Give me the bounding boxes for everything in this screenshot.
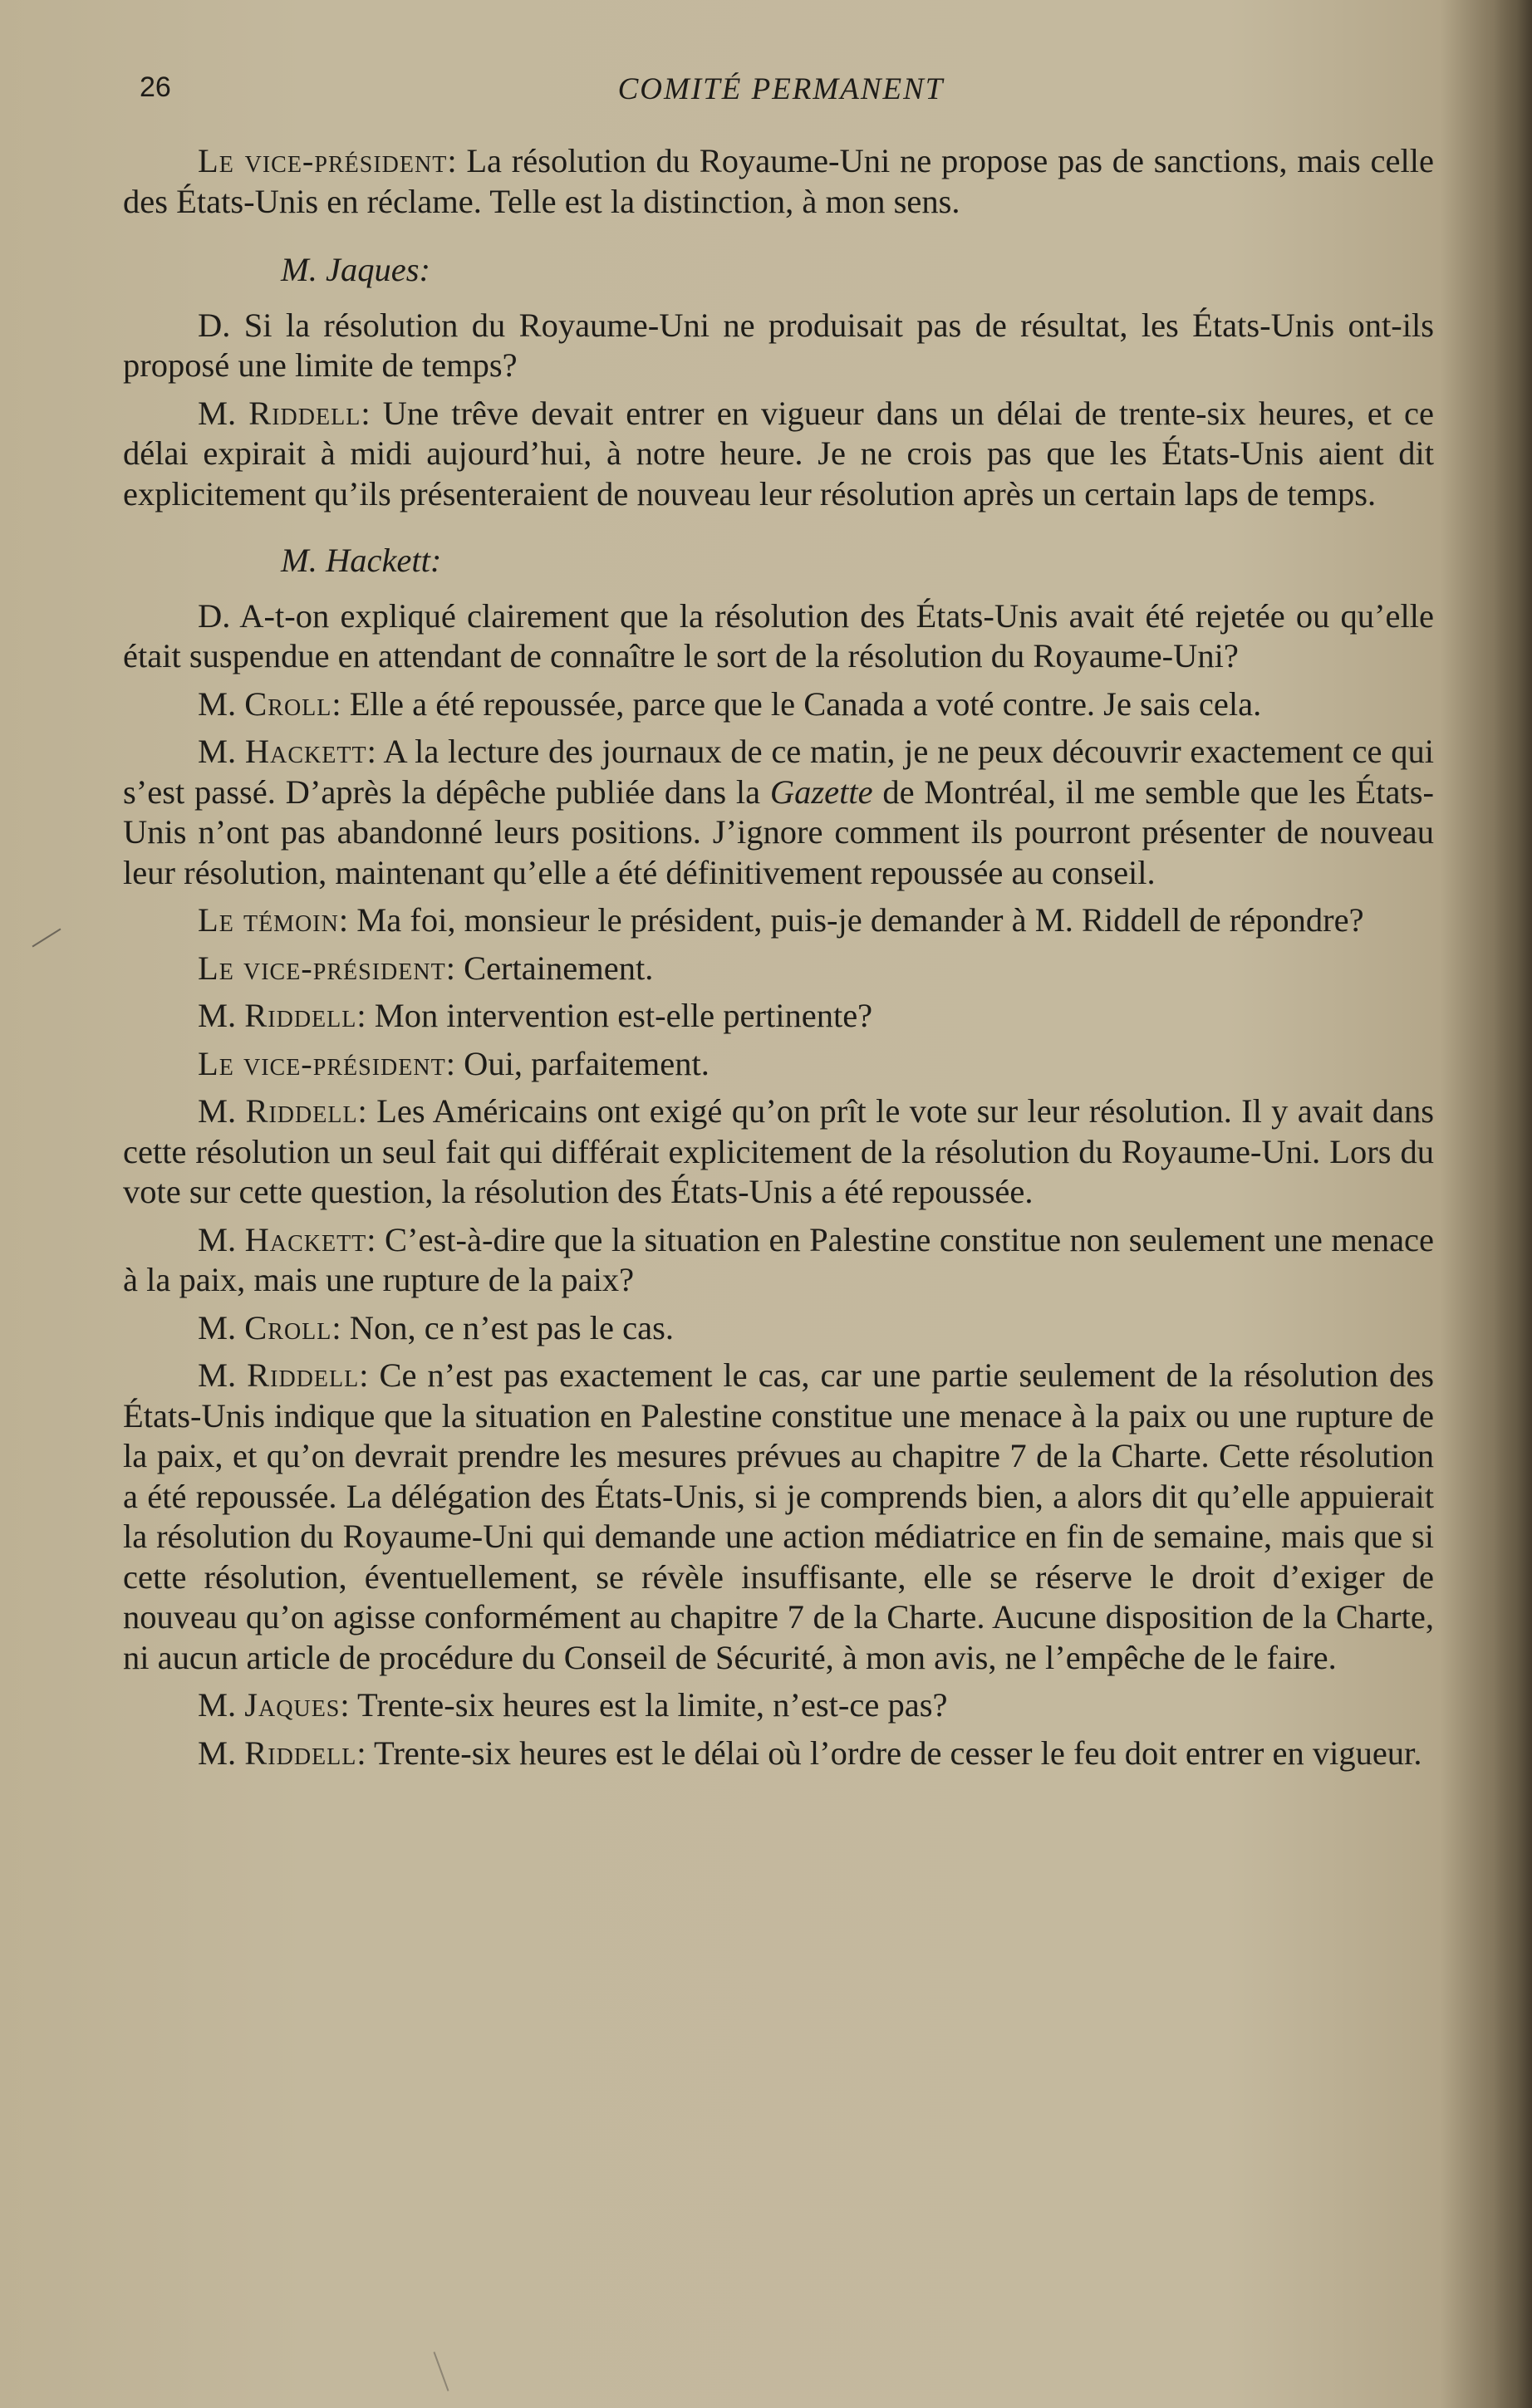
paragraph — [123, 684, 1434, 725]
speaker: Riddell — [245, 1092, 358, 1130]
paragraph — [123, 1044, 1434, 1085]
speaker: Croll — [244, 1308, 332, 1346]
statement: : Ce n’est pas exactement le cas, car une partie seulement de la résolution des États-Unis indique que la situation en Palestine constitue une menace à la paix ou une rupture de la paix, et qu’on devrait prendre les mesures prévues au chapitre 7 de la Charte. Cette résolution a été repoussée. La délégation des États-Unis, si je comprends bien, a alors dit qu’elle appuierait la résolution du Royaume-Uni qui demande une action médiatrice en fin de semaine, mais que si cette résolution, éventuellement, se révèle insuffisante, elle se réserve le droit d’exiger de nouveau qu’on agisse conformément au chapitre 7 de la Charte. Aucune disposition de la Charte, ni aucun article de procédure du Conseil de Sécurité, à mon avis, ne l’empêche de le faire. — [123, 1356, 1434, 1676]
speaker-title: M. — [198, 1356, 248, 1394]
running-head: COMITÉ PERMANENT — [617, 72, 945, 106]
statement: : Ma foi, monsieur le président, puis-je demander à M. Riddell de répondre? — [338, 901, 1364, 939]
paragraph — [123, 1356, 1434, 1678]
paragraph — [123, 732, 1434, 893]
speaker: Croll — [244, 684, 332, 723]
paragraph — [123, 996, 1434, 1037]
statement: : Certainement. — [445, 949, 654, 987]
page-gutter-shadow — [1494, 0, 1532, 2408]
statement: : Oui, parfaitement. — [445, 1044, 710, 1082]
paragraph — [123, 306, 1434, 386]
page-number: 26 — [140, 71, 171, 103]
speaker-title: M. — [198, 684, 245, 723]
statement: de Montréal, il me semble que les États-Unis n’ont pas abandonné leurs positions. J’ignore comment ils pourront présenter de nouveau leur résolution, maintenant qu’elle a été définitivement repoussée au conseil. — [123, 772, 1435, 891]
speaker: Riddell — [247, 1356, 360, 1394]
transcript-body — [123, 141, 1434, 1781]
statement: : C’est-à-dire que la situation en Palestine constitue non seulement une menace à la paix, mais une rupture de la paix? — [123, 1220, 1434, 1298]
speaker-title: M. — [198, 1734, 245, 1772]
question: D. Si la résolution du Royaume-Uni ne produisait pas de résultat, les États-Unis ont-ils proposé une limite de temps? — [123, 306, 1434, 384]
speaker-title: M. — [198, 1220, 245, 1258]
speaker-title: M. — [198, 997, 245, 1034]
speaker-title: M. — [198, 733, 245, 770]
statement: : La résolution du Royaume-Uni ne propose pas de sanctions, mais celle des États-Unis en réclame. Telle est la distinction, à mon sens. — [123, 142, 1434, 220]
paragraph — [123, 1091, 1434, 1213]
page-header — [133, 71, 1429, 121]
speaker: Le vice-président — [198, 1044, 446, 1082]
paragraph — [123, 141, 1434, 222]
speaker: Le vice-président — [198, 949, 446, 987]
statement: : Mon intervention est-elle pertinente? — [356, 997, 873, 1034]
interrogator-heading: M. Jaques: — [281, 251, 430, 288]
paragraph — [123, 949, 1434, 989]
paragraph — [123, 1734, 1434, 1774]
speaker: Le témoin — [198, 901, 339, 939]
speaker: Le vice-président — [198, 142, 448, 179]
interrogator-heading: M. Hackett: — [281, 542, 442, 579]
pencil-mark — [32, 929, 61, 948]
paragraph — [123, 900, 1434, 941]
statement: : Trente-six heures est la limite, n’est-ce pas? — [340, 1686, 948, 1724]
statement: : Non, ce n’est pas le cas. — [331, 1308, 674, 1346]
speaker: Hackett — [244, 733, 367, 770]
speaker: Hackett — [244, 1220, 367, 1258]
statement: : A la lecture des journaux de ce matin, je ne peux découvrir exactement ce qui s’est passé. D’après la dépêche publiée dans la — [123, 733, 1434, 811]
statement: : Elle a été repoussée, parce que le Canada a voté contre. Je sais cela. — [331, 684, 1262, 723]
newspaper-title: Gazette — [769, 772, 873, 811]
speaker-title: M. — [198, 1092, 246, 1130]
paragraph — [123, 1308, 1434, 1349]
statement: : Les Américains ont exigé qu’on prît le vote sur leur résolution. Il y avait dans cette résolution un seul fait qui différait explicitement de la résolution du Royaume-Uni. Lors du vote sur cette question, la résolution des États-Unis a été repoussée. — [123, 1092, 1434, 1210]
speaker: Riddell — [248, 394, 361, 432]
question: D. A-t-on expliqué clairement que la résolution des États-Unis avait été rejetée ou qu’elle était suspendue en attendant de connaître le sort de la résolution du Royaume-Uni? — [123, 596, 1434, 674]
speaker: Riddell — [244, 1734, 357, 1772]
paragraph — [123, 596, 1434, 677]
speaker: Jaques — [244, 1686, 341, 1724]
speaker-title: M. — [198, 1308, 245, 1346]
speaker: Riddell — [244, 997, 357, 1034]
statement: : Une trêve devait entrer en vigueur dans un délai de trente-six heures, et ce délai expirait à midi aujourd’hui, à notre heure. Je ne crois pas que les États-Unis aient dit explicitement qu’ils présenteraient de nouveau leur résolution après un certain laps de temps. — [123, 394, 1434, 512]
statement: : Trente-six heures est le délai où l’ordre de cesser le feu doit entrer en vigueur. — [356, 1734, 1422, 1772]
pencil-mark — [434, 2352, 449, 2391]
speaker-title: M. — [198, 1686, 245, 1724]
paragraph — [123, 1220, 1434, 1301]
paragraph — [123, 394, 1434, 515]
paragraph — [123, 1685, 1434, 1726]
speaker-title: M. — [198, 394, 249, 432]
